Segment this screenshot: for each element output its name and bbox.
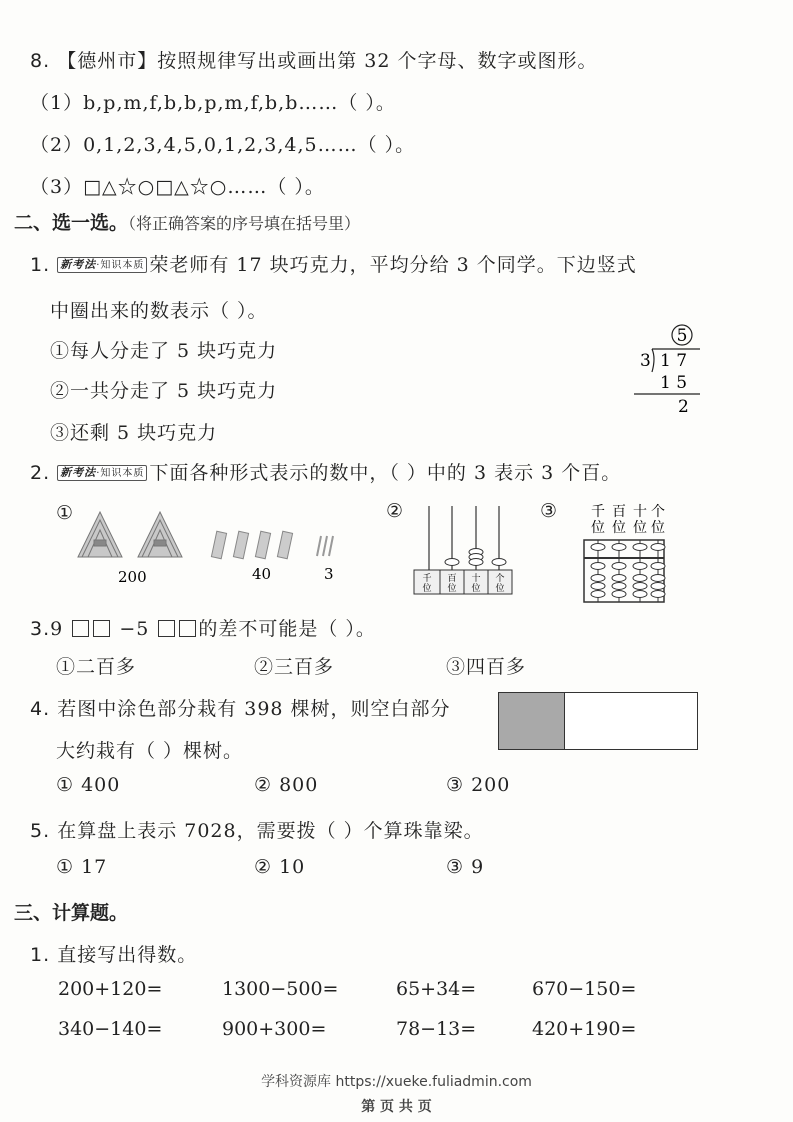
s2-q5-option-1: ① 17 bbox=[56, 856, 108, 878]
source-footer: 学科资源库 https://xueke.fuliadmin.com bbox=[261, 1074, 532, 1090]
counter-abacus-figure bbox=[410, 504, 516, 600]
section-3-heading: 三、计算题。 bbox=[14, 902, 129, 924]
dividend: 1 7 bbox=[660, 351, 688, 371]
blank-box bbox=[158, 620, 175, 637]
single-sticks-icon bbox=[317, 536, 333, 556]
s2-q3-option-1: ①二百多 bbox=[56, 656, 137, 678]
new-exam-badge: 新考法·知识本质 bbox=[57, 465, 147, 481]
calc-item: 78−13= bbox=[396, 1018, 477, 1040]
calc-item: 900+300= bbox=[222, 1018, 327, 1040]
svg-text:位: 位 bbox=[651, 520, 665, 536]
quotient: 5 bbox=[676, 326, 688, 346]
place-ones: 个位 bbox=[495, 574, 505, 594]
s2-q4-option-1: ① 400 bbox=[56, 774, 121, 796]
abacus-place-tens: 十 bbox=[633, 504, 647, 520]
s2-q1-option-3: ③还剩 5 块巧克力 bbox=[50, 422, 218, 444]
abacus-place-hundreds: 百 bbox=[612, 504, 626, 520]
sticks-label-hundreds: 200 bbox=[118, 568, 147, 586]
s2-q1-option-1: ①每人分走了 5 块巧克力 bbox=[50, 340, 278, 362]
sticks-label-tens: 40 bbox=[252, 565, 272, 583]
counting-sticks-figure bbox=[74, 502, 354, 588]
svg-text:位: 位 bbox=[612, 520, 626, 536]
blank-box bbox=[93, 620, 110, 637]
s2-q5-text: 5. 在算盘上表示 7028，需要拨（ ）个算珠靠梁。 bbox=[30, 820, 484, 842]
s2-q2-option-1-mark: ① bbox=[56, 502, 74, 524]
q8-title: 8. 【德州市】按照规律写出或画出第 32 个字母、数字或图形。 bbox=[30, 50, 598, 72]
blank-box bbox=[179, 620, 196, 637]
s2-q4-option-2: ② 800 bbox=[254, 774, 319, 796]
hundred-bundle-icon bbox=[138, 512, 182, 557]
s2-q4-line1: 4. 若图中涂色部分栽有 398 棵树，则空白部分 bbox=[30, 698, 451, 720]
s2-q5-option-2: ② 10 bbox=[254, 856, 306, 878]
calc-item: 670−150= bbox=[532, 978, 637, 1000]
q8-item-1: （1）b,p,m,f,b,b,p,m,f,b,b……（ ）。 bbox=[30, 92, 396, 114]
svg-text:位: 位 bbox=[633, 520, 647, 536]
calc-item: 200+120= bbox=[58, 978, 163, 1000]
blank-box bbox=[72, 620, 89, 637]
product: 1 5 bbox=[660, 373, 688, 393]
s2-q3-option-2: ②三百多 bbox=[254, 656, 335, 678]
place-tens: 十位 bbox=[471, 574, 481, 594]
long-division bbox=[630, 322, 710, 418]
s2-q2-option-2-mark: ② bbox=[386, 500, 404, 522]
place-hundreds: 百位 bbox=[447, 574, 457, 594]
page-number: 第 页 共 页 bbox=[361, 1099, 432, 1115]
q8-item-3: （3）□△☆○□△☆○……（ ）。 bbox=[30, 176, 325, 198]
abacus-place-thousands: 千 bbox=[591, 504, 605, 520]
abacus-place-ones: 个 bbox=[651, 504, 665, 520]
svg-text:位: 位 bbox=[591, 520, 605, 536]
s2-q3-option-3: ③四百多 bbox=[446, 656, 527, 678]
s3-q1-text: 1. 直接写出得数。 bbox=[30, 944, 198, 966]
calc-item: 420+190= bbox=[532, 1018, 637, 1040]
ten-bundles-icon bbox=[211, 531, 292, 559]
section-2-heading: 二、选一选。（将正确答案的序号填在括号里） bbox=[14, 212, 361, 234]
divisor: 3 bbox=[640, 351, 651, 371]
shaded-part bbox=[499, 693, 565, 749]
planting-area-bar bbox=[498, 692, 698, 750]
new-exam-badge: 新考法·知识本质 bbox=[57, 257, 147, 273]
hundred-bundle-icon bbox=[78, 512, 122, 557]
calc-item: 340−140= bbox=[58, 1018, 163, 1040]
suanpan-abacus-figure bbox=[578, 500, 670, 608]
remainder: 2 bbox=[678, 397, 689, 417]
calc-item: 1300−500= bbox=[222, 978, 339, 1000]
s2-q5-option-3: ③ 9 bbox=[446, 856, 485, 878]
sticks-label-ones: 3 bbox=[324, 565, 334, 583]
s2-q2-option-3-mark: ③ bbox=[540, 500, 558, 522]
s2-q4-option-3: ③ 200 bbox=[446, 774, 511, 796]
s2-q2-text: 2. 新考法·知识本质 下面各种形式表示的数中，（ ）中的 3 表示 3 个百。 bbox=[30, 462, 622, 484]
s2-q4-line2: 大约栽有（ ）棵树。 bbox=[56, 740, 244, 762]
region-tag: 【德州市】 bbox=[57, 50, 158, 72]
s2-q1-line1: 1. 新考法·知识本质 荣老师有 17 块巧克力，平均分给 3 个同学。下边竖式 bbox=[30, 254, 637, 276]
s2-q3-text: 3.9 −5 的差不可能是（ ）。 bbox=[30, 618, 376, 640]
s2-q1-line2: 中圈出来的数表示（ ）。 bbox=[50, 300, 268, 322]
q8-item-2: （2）0,1,2,3,4,5,0,1,2,3,4,5……（ ）。 bbox=[30, 134, 416, 156]
s2-q1-option-2: ②一共分走了 5 块巧克力 bbox=[50, 380, 278, 402]
calc-item: 65+34= bbox=[396, 978, 477, 1000]
place-thousands: 千位 bbox=[422, 574, 432, 594]
